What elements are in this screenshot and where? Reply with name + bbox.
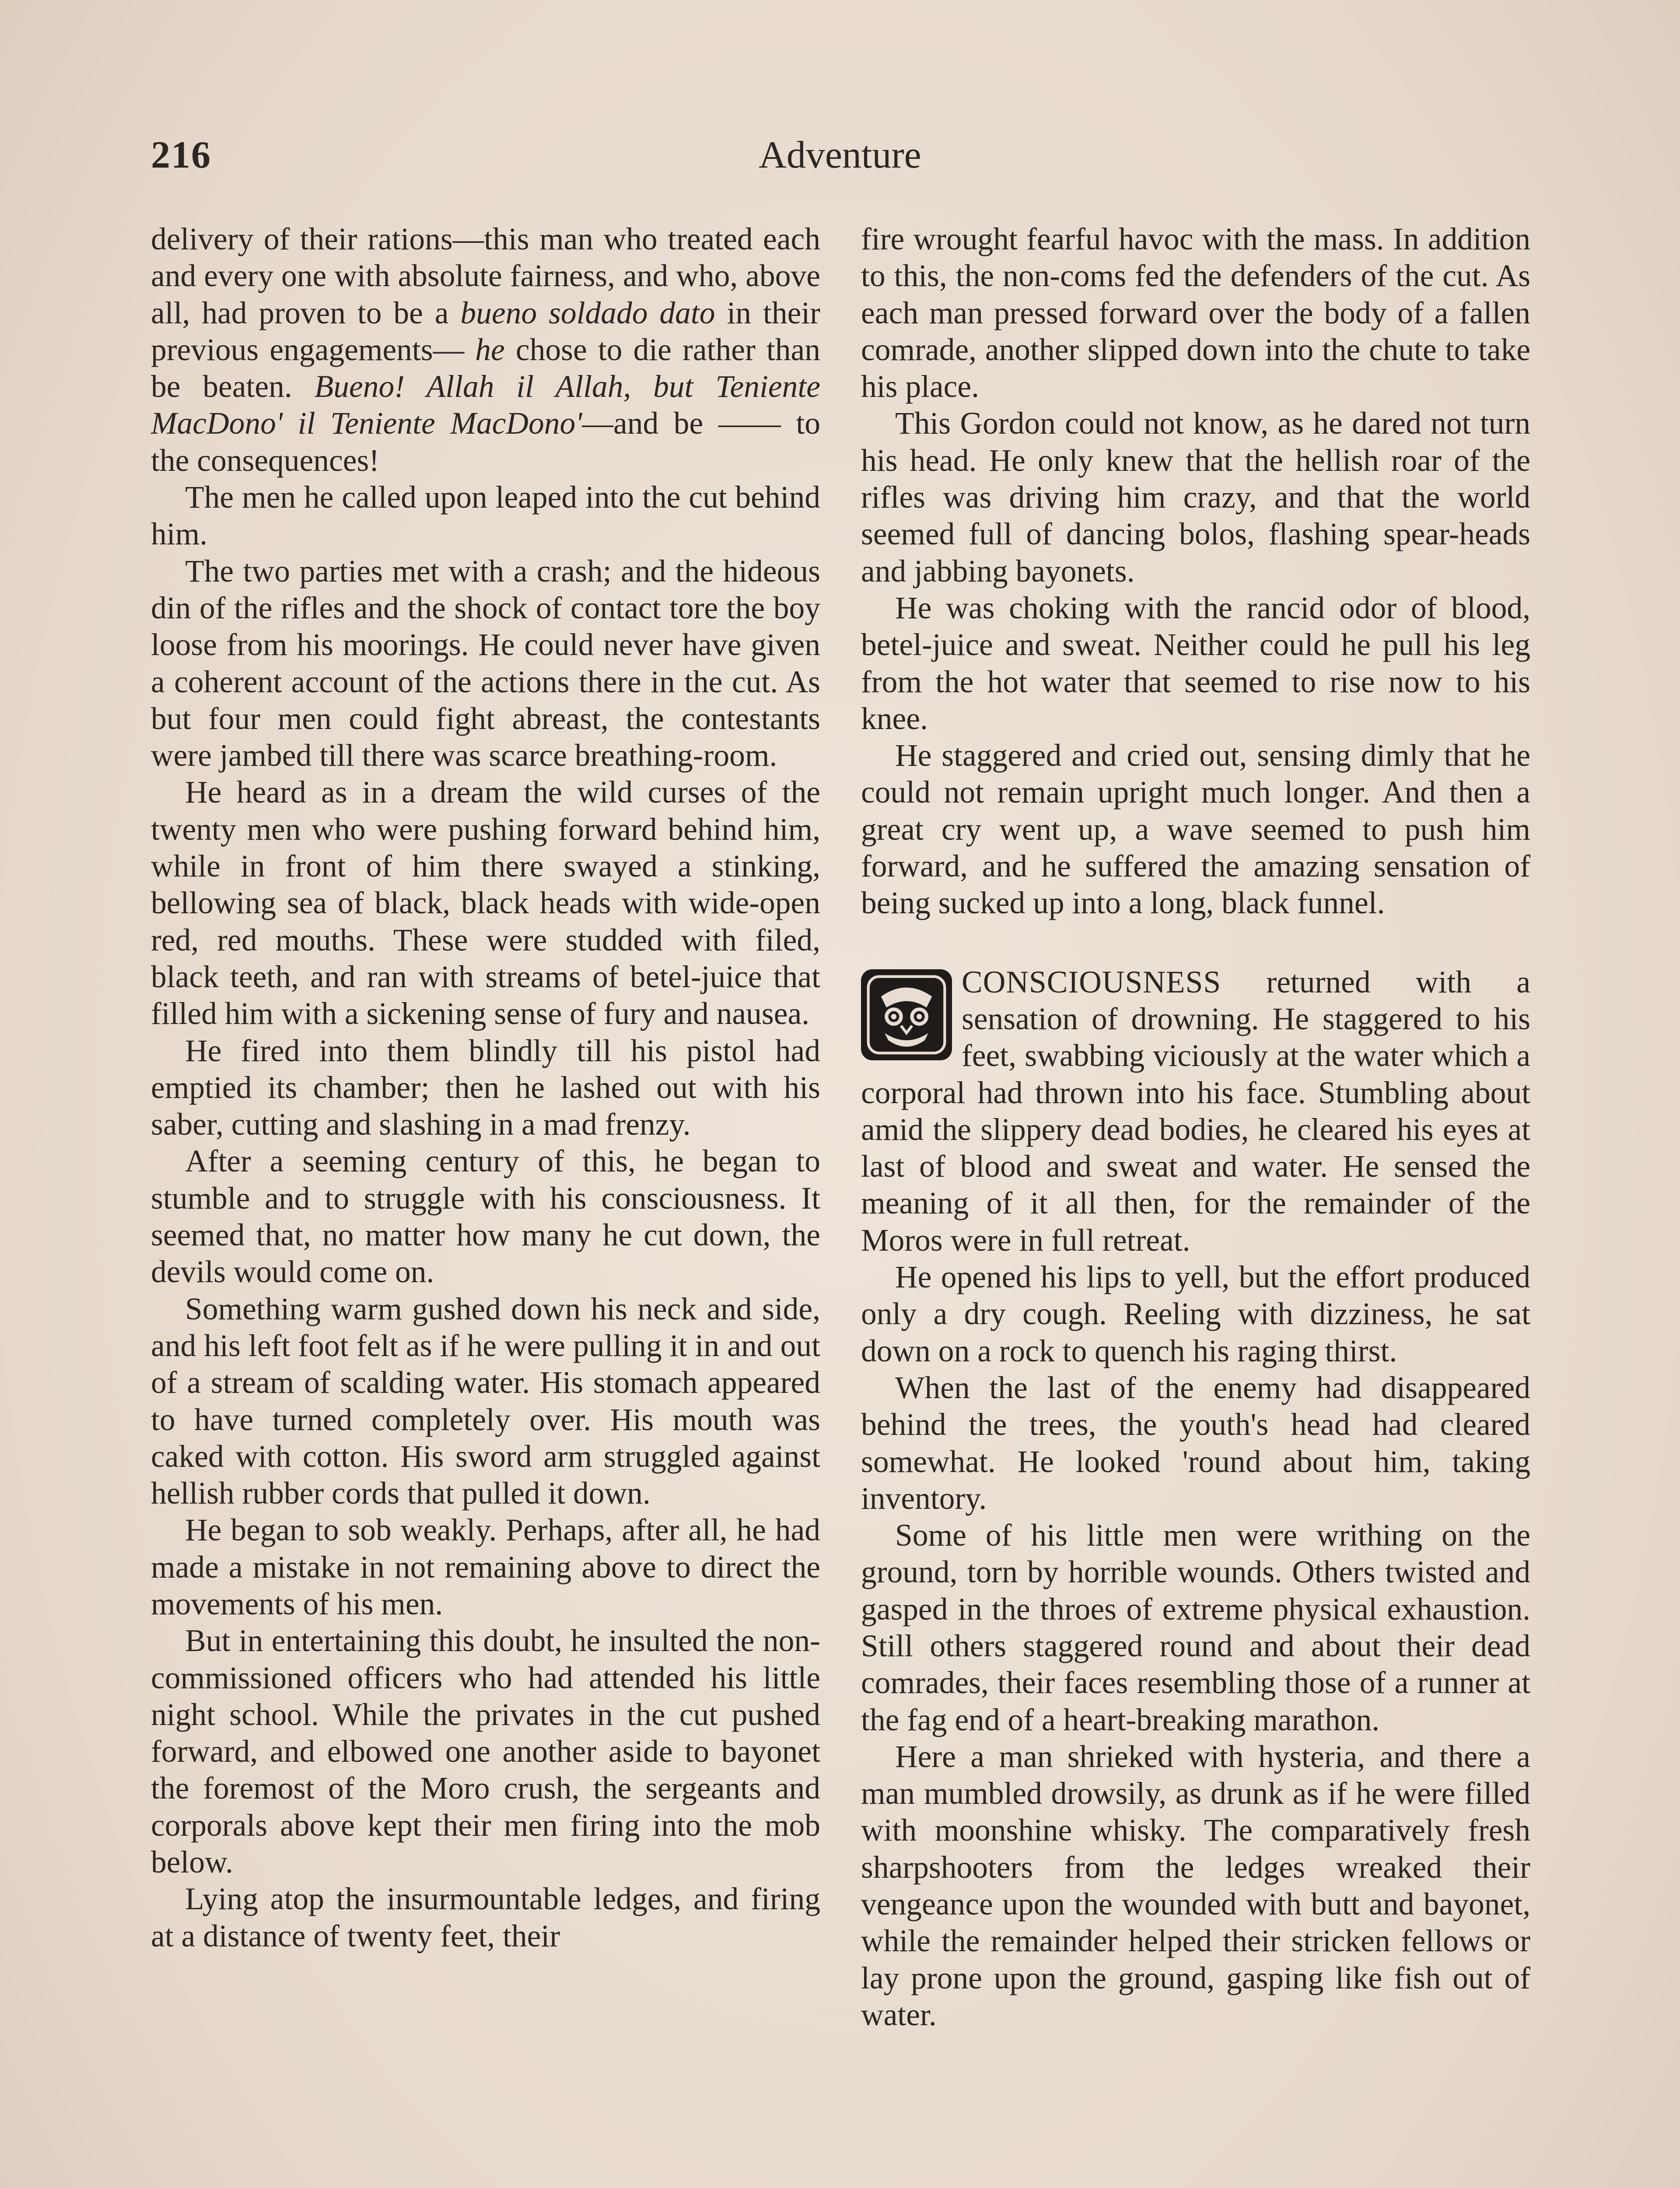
- paragraph: When the last of the enemy had disappeared behind the trees, the youth's head had cleared somewhat. He looked 'round about him, taking inventory.: [861, 1370, 1530, 1516]
- page-header: [151, 129, 1529, 182]
- paragraph: Some of his little men were writhing on the ground, torn by horrible wounds. Others twisted and gasped in the throes of extreme physical exhaustion. Still others staggered round and about their dead comrades, their faces resembling those of a runner at the fag end of a heart-breaking marathon.: [861, 1518, 1530, 1737]
- paragraph: Lying atop the insurmountable ledges, and firing at a distance of twenty feet, their: [151, 1882, 820, 1953]
- section-lead-word: CONSCIOUSNESS: [962, 964, 1222, 999]
- paragraph: He began to sob weakly. Perhaps, after all, he had made a mistake in not remaining above to direct the movements of his men.: [151, 1513, 820, 1621]
- paragraph: He heard as in a dream the wild curses of the twenty men who were pushing forward behind him, while in front of him there swayed a stinking, bellowing sea of black, black heads with wide-open red, red mouths. These were studded with filed, black teeth, and ran with streams of betel-juice that filled him with a sickening sense of fury and nausea.: [151, 775, 820, 1031]
- paragraph: fire wrought fearful havoc with the mass. In addition to this, the non-coms fed the defenders of the cut. As each man pressed forward over the body of a fallen comrade, another slipped down into the chute to take his place.: [861, 222, 1530, 404]
- paragraph: This Gordon could not know, as he dared not turn his head. He only knew that the hellish roar of the rifles was driving him crazy, and that the world seemed full of dancing bolos, flashing spear-heads and jabbing bayonets.: [861, 406, 1530, 589]
- paragraph: He fired into them blindly till his pistol had emptied its chamber; then he lashed out with his saber, cutting and slashing in a mad frenzy.: [151, 1033, 820, 1142]
- paragraph: He was choking with the rancid odor of blood, betel-juice and sweat. Neither could he pull his leg from the hot water that seemed to rise now to his knee.: [861, 590, 1530, 736]
- left-column: [151, 221, 820, 1955]
- italic-word: he: [475, 332, 505, 367]
- paragraph: The two parties met with a crash; and the hideous din of the rifles and the shock of contact tore the boy loose from his moorings. He could never have given a coherent account of the actions there in the cut. As but four men could fight abreast, the contestants were jambed till there was scarce breathing-room.: [151, 554, 820, 773]
- italic-phrase: Bueno! Allah il Allah, but Teniente MacDono' il Teniente MacDono': [151, 369, 820, 441]
- paragraph: He staggered and cried out, sensing dimly that he could not remain upright much longer. And then a great cry went up, a wave seemed to push him forward, and he suffered the amazing sensation of being sucked up into a long, black funnel.: [861, 738, 1530, 921]
- paragraph: Here a man shrieked with hysteria, and there a man mumbled drowsily, as drunk as if he were filled with moonshine whisky. The comparatively fresh sharpshooters from the ledges wreaked their vengeance upon the wounded with butt and bayonet, while the remainder helped their stricken fellows or lay prone upon the ground, gasping like fish out of water.: [861, 1739, 1530, 2032]
- paragraph: But in entertaining this doubt, he insulted the non-commissioned officers who had attended his little night school. While the privates in the cut pushed forward, and elbowed one another aside to bayonet the foremost of the Moro crush, the sergeants and corporals above kept their men firing into the mob below.: [151, 1623, 820, 1880]
- paragraph: Something warm gushed down his neck and side, and his left foot felt as if he were pulling it in and out of a stream of scalding water. His stomach appeared to have turned completely over. His mouth was caked with cotton. His sword arm struggled against hellish rubber cords that pulled it down.: [151, 1291, 820, 1511]
- paragraph: He opened his lips to yell, but the effort produced only a dry cough. Reeling with dizziness, he sat down on a rock to quench his raging thirst.: [861, 1260, 1530, 1368]
- italic-phrase: bueno soldado dato: [460, 295, 715, 330]
- section-opening-paragraph: CONSCIOUSNESS returned with a sensation of drowning. He staggered to his feet, swabbing viciously at the water which a corporal had thrown into his face. Stumbling about amid the slippery dead bodies, he cleared his eyes at last of blood and sweat and water. He sensed the meaning of it all then, for the remainder of the Moros were in full retreat.: [861, 964, 1530, 1258]
- paragraph: delivery of their rations—this man who treated each and every one with absolute fairness, and who, above all, had proven to be a bueno soldado dato in their previous engagements— he chose to die rather than be beaten. Bueno! Allah il Allah, but Teniente MacDono' il Teniente MacDono'—and be —— to the consequences!: [151, 222, 820, 478]
- paragraph: The men he called upon leaped into the cut behind him.: [151, 480, 820, 552]
- paragraph: After a seeming century of this, he began to stumble and to struggle with his consciousness. It seemed that, no matter how many he cut down, the devils would come on.: [151, 1144, 820, 1290]
- running-head: Adventure: [759, 134, 921, 176]
- decorative-initial-ornament-icon: [861, 969, 952, 1060]
- right-column: [861, 221, 1530, 2034]
- page-number: 216: [151, 134, 211, 176]
